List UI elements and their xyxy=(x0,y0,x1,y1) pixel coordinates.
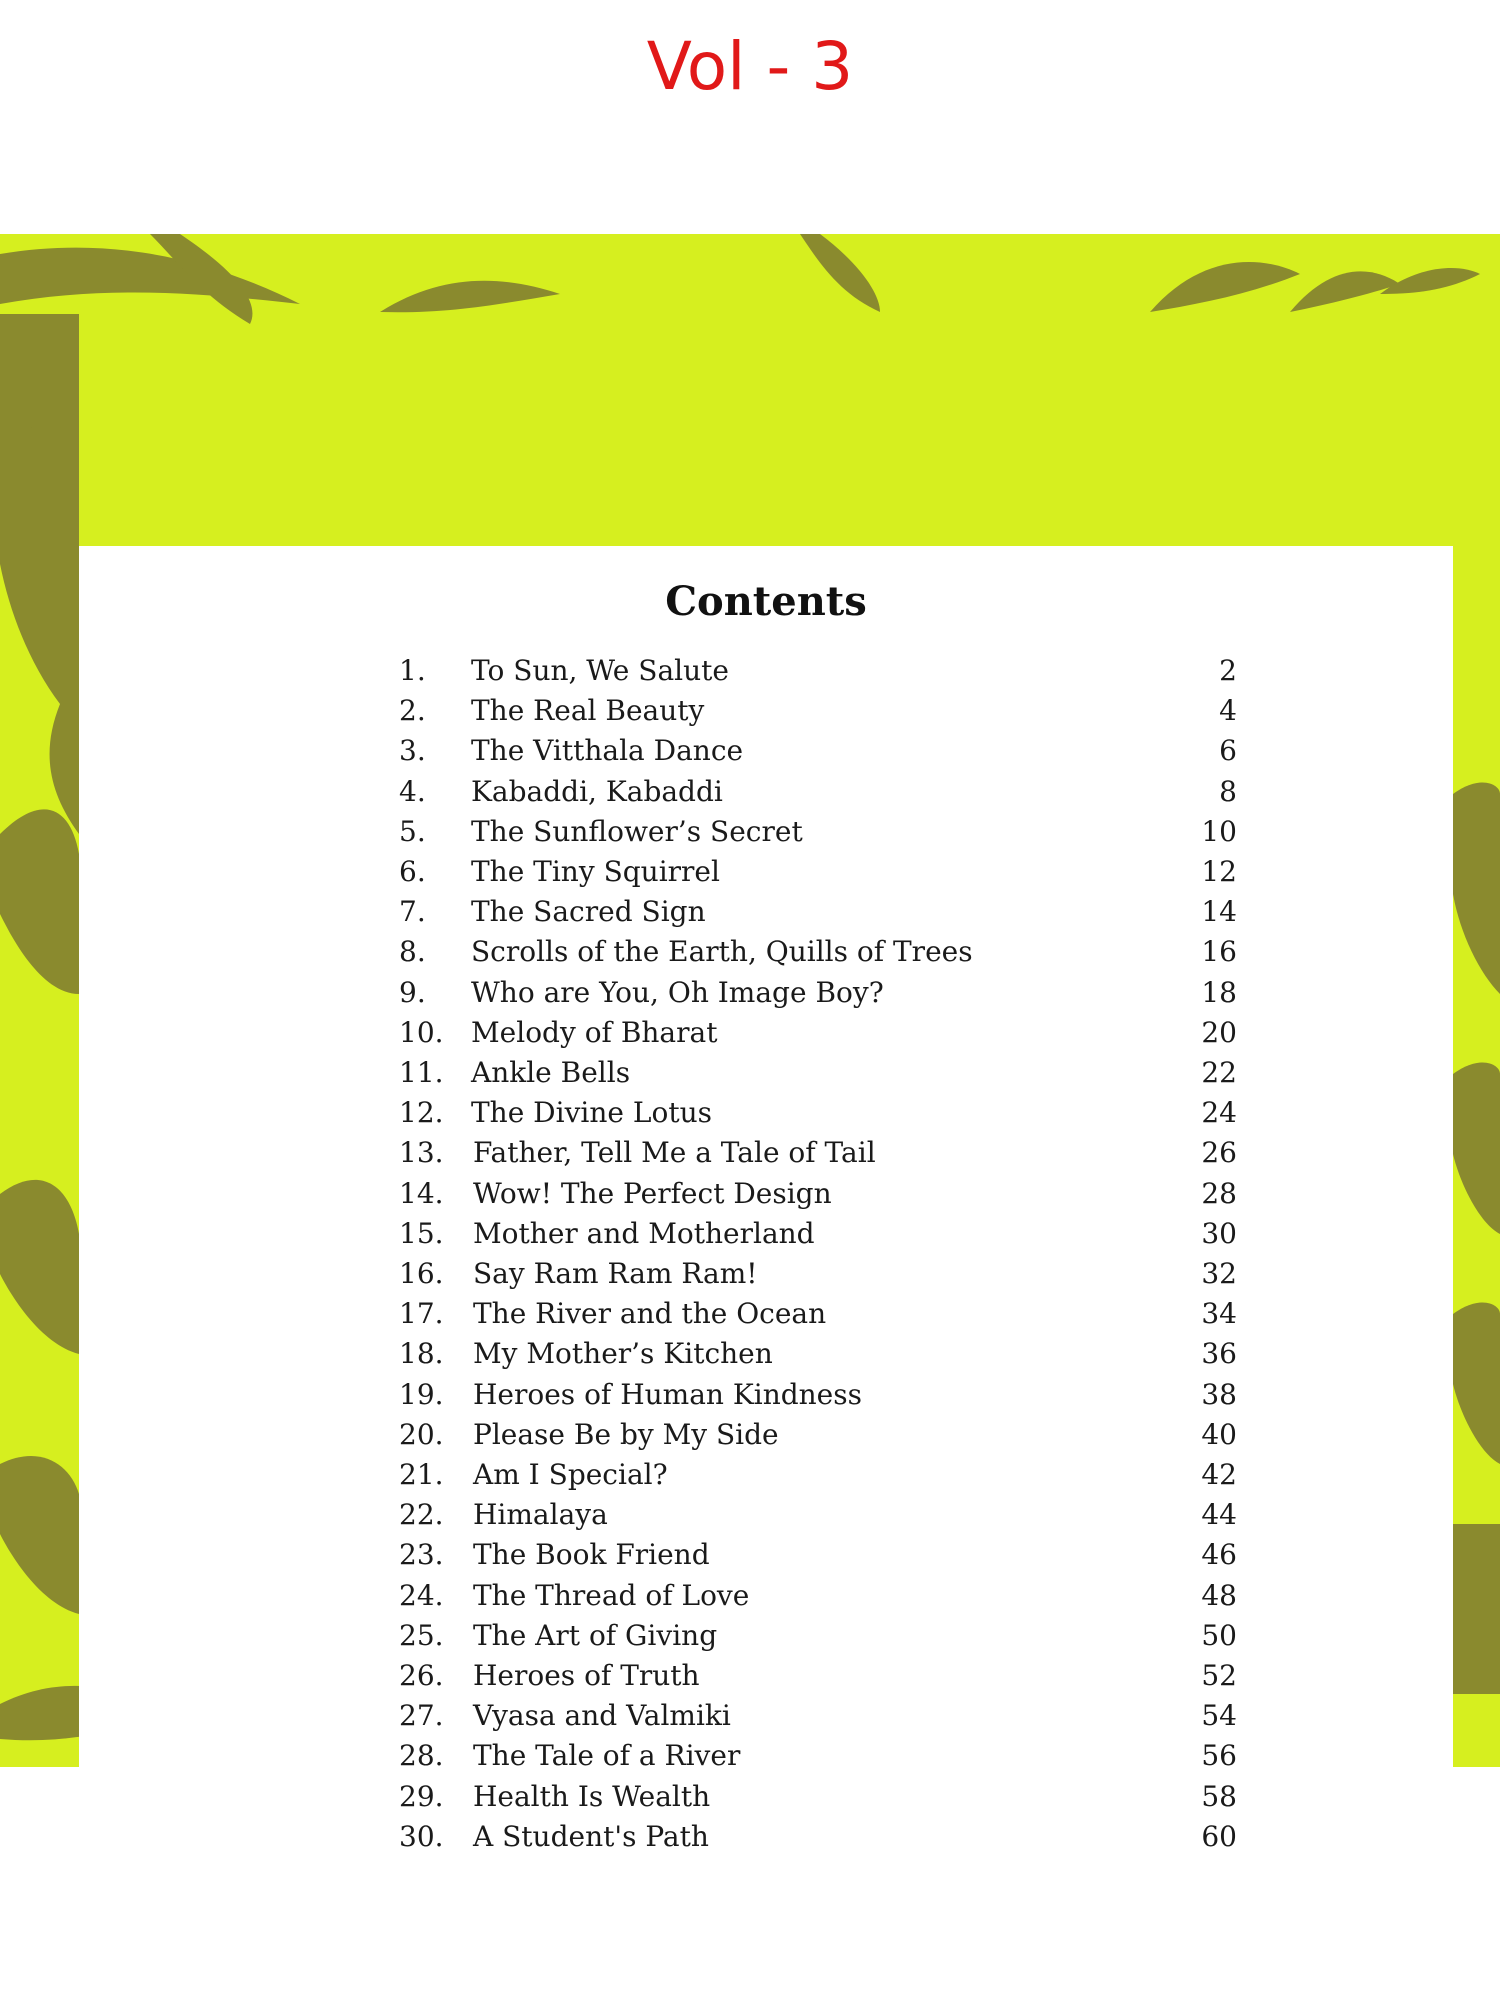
toc-entry-page: 18 xyxy=(1201,975,1237,1009)
toc-entry xyxy=(79,1616,1453,1656)
toc-entry-number: 30. xyxy=(399,1819,444,1853)
toc-entry-page: 46 xyxy=(1201,1538,1237,1572)
toc-entry-page: 34 xyxy=(1201,1297,1237,1331)
toc-entry xyxy=(79,1696,1453,1736)
toc-entry xyxy=(79,1656,1453,1696)
toc-entry xyxy=(79,1294,1453,1334)
toc-entry-page: 16 xyxy=(1201,935,1237,969)
toc-entry-page: 30 xyxy=(1201,1216,1237,1250)
toc-entry-title: The Thread of Love xyxy=(473,1578,750,1612)
toc-entry-number: 22. xyxy=(399,1498,444,1532)
toc-entry-title: Scrolls of the Earth, Quills of Trees xyxy=(471,935,973,969)
toc-entry-number: 17. xyxy=(399,1297,444,1331)
toc-entry xyxy=(79,1093,1453,1133)
toc-entry-number: 9. xyxy=(399,975,426,1009)
toc-entry-page: 14 xyxy=(1201,895,1237,929)
toc-entry-title: Vyasa and Valmiki xyxy=(473,1699,731,1733)
toc-entry xyxy=(79,1415,1453,1455)
toc-entry-title: Melody of Bharat xyxy=(471,1015,718,1049)
toc-entry-number: 5. xyxy=(399,814,426,848)
toc-entry-title: To Sun, We Salute xyxy=(471,654,729,687)
toc-entry-title: A Student's Path xyxy=(473,1819,709,1853)
toc-entry-number: 20. xyxy=(399,1417,444,1451)
toc-entry-number: 6. xyxy=(399,855,426,888)
toc-entry-page: 8 xyxy=(1219,774,1237,808)
toc-entry-title: The Tale of a River xyxy=(473,1739,741,1773)
toc-entry-title: Am I Special? xyxy=(473,1458,668,1491)
toc-entry xyxy=(79,1535,1453,1575)
toc-entry xyxy=(79,812,1453,852)
toc-entry-page: 38 xyxy=(1201,1377,1237,1411)
toc-entry-number: 14. xyxy=(399,1176,444,1210)
toc-entry-title: The Divine Lotus xyxy=(471,1096,712,1130)
toc-entry xyxy=(79,772,1453,812)
toc-entry-number: 13. xyxy=(399,1136,444,1170)
toc-entry-title: Himalaya xyxy=(473,1498,608,1532)
toc-entry xyxy=(79,1013,1453,1053)
toc-entry xyxy=(79,651,1453,691)
toc-entry-number: 7. xyxy=(399,895,426,929)
toc-entry-number: 4. xyxy=(399,774,426,808)
toc-entry xyxy=(79,852,1453,892)
toc-entry xyxy=(79,1817,1453,1857)
toc-entry-title: Kabaddi, Kabaddi xyxy=(471,774,723,808)
toc-entry-number: 24. xyxy=(399,1578,444,1612)
contents-title: Contents xyxy=(665,578,867,625)
toc-entry-page: 22 xyxy=(1201,1056,1237,1089)
toc-entry-page: 10 xyxy=(1201,814,1237,848)
toc-entry xyxy=(79,1334,1453,1374)
toc-entry-title: The Sacred Sign xyxy=(471,895,706,929)
toc-entry xyxy=(79,1214,1453,1254)
toc-entry-page: 20 xyxy=(1201,1015,1237,1049)
toc-entry xyxy=(79,1174,1453,1214)
toc-entry-page: 58 xyxy=(1201,1779,1237,1813)
toc-entry-number: 19. xyxy=(399,1377,444,1411)
toc-entry xyxy=(79,1576,1453,1616)
toc-entry xyxy=(79,973,1453,1013)
toc-entry-page: 36 xyxy=(1201,1337,1237,1371)
toc-entry-page: 12 xyxy=(1201,855,1237,888)
toc-entry-page: 2 xyxy=(1219,654,1237,687)
toc-entry-title: The Real Beauty xyxy=(471,694,705,728)
toc-entry-number: 2. xyxy=(399,694,426,728)
toc-entry-number: 23. xyxy=(399,1538,444,1572)
contents-card xyxy=(79,546,1453,1931)
toc-entry-number: 3. xyxy=(399,734,426,768)
toc-entry-number: 18. xyxy=(399,1337,444,1371)
toc-entry xyxy=(79,1053,1453,1093)
toc-entry-number: 16. xyxy=(399,1257,444,1290)
toc-entry-page: 28 xyxy=(1201,1176,1237,1210)
toc-entry-title: Father, Tell Me a Tale of Tail xyxy=(473,1136,876,1170)
toc-entry-page: 60 xyxy=(1201,1819,1237,1853)
toc-entry-title: Heroes of Truth xyxy=(473,1659,700,1692)
toc-entry-page: 6 xyxy=(1219,734,1237,768)
toc-entry-page: 56 xyxy=(1201,1739,1237,1773)
toc-entry-page: 48 xyxy=(1201,1578,1237,1612)
toc-entry-title: Heroes of Human Kindness xyxy=(473,1377,862,1411)
toc-entry xyxy=(79,1375,1453,1415)
toc-entry-page: 50 xyxy=(1201,1618,1237,1652)
toc-entry-title: The Sunflower’s Secret xyxy=(471,814,803,848)
toc-entry-page: 44 xyxy=(1201,1498,1237,1532)
cover-background xyxy=(0,234,1500,1853)
toc-entry-title: Wow! The Perfect Design xyxy=(473,1176,832,1210)
toc-entry-number: 12. xyxy=(399,1096,444,1130)
toc-entry xyxy=(79,1777,1453,1817)
toc-entry-title: The Art of Giving xyxy=(473,1618,718,1652)
toc-entry-number: 26. xyxy=(399,1659,444,1692)
toc-entry-page: 26 xyxy=(1201,1136,1237,1170)
toc-entry xyxy=(79,691,1453,731)
toc-entry-title: Mother and Motherland xyxy=(473,1216,815,1250)
toc-entry-number: 25. xyxy=(399,1618,444,1652)
toc-entry xyxy=(79,892,1453,932)
toc-entry xyxy=(79,1495,1453,1535)
toc-entry xyxy=(79,1736,1453,1776)
toc-entry-title: Say Ram Ram Ram! xyxy=(473,1257,758,1290)
toc-entry-title: Health Is Wealth xyxy=(473,1779,711,1813)
toc-entry xyxy=(79,1455,1453,1495)
toc-entry xyxy=(79,1254,1453,1294)
toc-entry-number: 28. xyxy=(399,1739,444,1773)
toc-entry-page: 4 xyxy=(1219,694,1237,728)
toc-entry-page: 52 xyxy=(1201,1659,1237,1692)
toc-entry-title: Please Be by My Side xyxy=(473,1417,779,1451)
toc-entry xyxy=(79,932,1453,972)
toc-entry-number: 8. xyxy=(399,935,426,969)
toc-entry-number: 15. xyxy=(399,1216,444,1250)
toc-entry-number: 27. xyxy=(399,1699,444,1733)
toc-entry-number: 29. xyxy=(399,1779,444,1813)
toc-entry xyxy=(79,1133,1453,1173)
toc-entry-title: The Book Friend xyxy=(473,1538,710,1572)
toc-entry xyxy=(79,731,1453,771)
toc-entry-number: 11. xyxy=(399,1056,444,1089)
toc-entry-page: 24 xyxy=(1201,1096,1237,1130)
toc-entry-title: Ankle Bells xyxy=(471,1056,631,1089)
toc-entry-title: Who are You, Oh Image Boy? xyxy=(471,975,884,1009)
toc-entry-title: My Mother’s Kitchen xyxy=(473,1337,773,1371)
toc-entry-number: 21. xyxy=(399,1458,444,1491)
toc-entry-title: The Vitthala Dance xyxy=(471,734,744,768)
toc-entry-title: The River and the Ocean xyxy=(473,1297,827,1331)
toc-entry-page: 54 xyxy=(1201,1699,1237,1733)
toc-entry-page: 42 xyxy=(1201,1458,1237,1491)
toc-entry-number: 10. xyxy=(399,1015,444,1049)
toc-entry-page: 32 xyxy=(1201,1257,1237,1290)
toc-entry-number: 1. xyxy=(399,654,426,687)
toc-entry-page: 40 xyxy=(1201,1417,1237,1451)
volume-label: Vol - 3 xyxy=(646,28,854,105)
toc-entry-title: The Tiny Squirrel xyxy=(471,855,720,888)
